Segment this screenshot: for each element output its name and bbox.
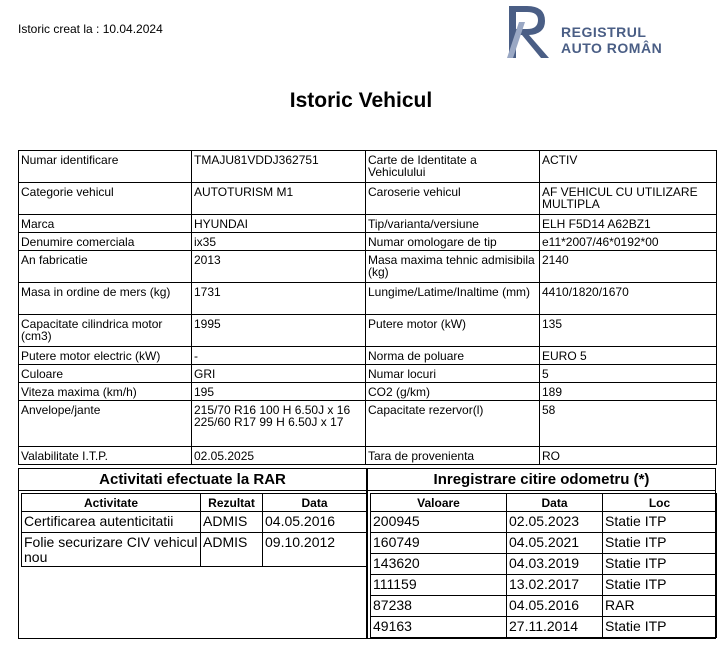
- field-value: 1995: [192, 315, 366, 347]
- odometer-location-cell: Statie ITP: [603, 554, 717, 575]
- odometer-value-cell: 87238: [371, 596, 507, 617]
- field-value: e11*2007/46*0192*00: [540, 233, 717, 251]
- activity-cell: Certificarea autenticitatii: [22, 512, 201, 533]
- vehicle-info-row: [19, 383, 717, 401]
- logo-line1: REGISTRUL: [561, 24, 647, 40]
- field-value: 5: [540, 365, 717, 383]
- field-value: 1731: [192, 283, 366, 315]
- date-cell: 09.10.2012: [263, 533, 367, 567]
- field-label: Putere motor (kW): [366, 315, 540, 347]
- field-value: EURO 5: [540, 347, 717, 365]
- odometer-date-cell: 04.05.2021: [507, 533, 603, 554]
- vehicle-info-row: [19, 447, 717, 465]
- odometer-table: [370, 493, 717, 638]
- field-label: Marca: [19, 215, 192, 233]
- vehicle-info-row: [19, 315, 717, 347]
- odometer-date-cell: 27.11.2014: [507, 617, 603, 638]
- rar-header-result: Rezultat: [201, 494, 263, 512]
- field-value: 2013: [192, 251, 366, 283]
- odometer-value-cell: 49163: [371, 617, 507, 638]
- field-value: 4410/1820/1670: [540, 283, 717, 315]
- field-label: CO2 (g/km): [366, 383, 540, 401]
- odometer-location-cell: Statie ITP: [603, 533, 717, 554]
- field-label: Putere motor electric (kW): [19, 347, 192, 365]
- vehicle-info-row: [19, 215, 717, 233]
- field-label: Carte de Identitate a Vehiculului: [366, 151, 540, 183]
- odometer-location-cell: Statie ITP: [603, 575, 717, 596]
- odometer-date-cell: 04.05.2016: [507, 596, 603, 617]
- field-label: Culoare: [19, 365, 192, 383]
- vehicle-info-row: [19, 401, 717, 447]
- field-label: Masa in ordine de mers (kg): [19, 283, 192, 315]
- field-value: GRI: [192, 365, 366, 383]
- result-cell: ADMIS: [201, 533, 263, 567]
- odometer-row: [371, 533, 717, 554]
- rar-activities-table: [21, 493, 367, 567]
- odometer-header-location: Loc: [603, 494, 717, 512]
- field-label: Valabilitate I.T.P.: [19, 447, 192, 465]
- field-label: Viteza maxima (km/h): [19, 383, 192, 401]
- odometer-header-date: Data: [507, 494, 603, 512]
- vehicle-info-row: [19, 347, 717, 365]
- field-label: Anvelope/jante: [19, 401, 192, 447]
- field-label: Denumire comerciala: [19, 233, 192, 251]
- rar-header-date: Data: [263, 494, 367, 512]
- page-title: Istoric Vehicul: [289, 89, 433, 112]
- odometer-date-cell: 04.03.2019: [507, 554, 603, 575]
- field-value: ix35: [192, 233, 366, 251]
- odometer-value-cell: 143620: [371, 554, 507, 575]
- field-label: Tara de provenienta: [366, 447, 540, 465]
- result-cell: ADMIS: [201, 512, 263, 533]
- odometer-panel: [367, 468, 716, 639]
- field-value: AF VEHICUL CU UTILIZARE MULTIPLA: [540, 183, 717, 215]
- field-value: 195: [192, 383, 366, 401]
- field-value: AUTOTURISM M1: [192, 183, 366, 215]
- field-value: 189: [540, 383, 717, 401]
- field-value: 215/70 R16 100 H 6.50J x 16 225/60 R17 99 H 6.50J x 17: [192, 401, 366, 447]
- field-label: Tip/varianta/versiune: [366, 215, 540, 233]
- field-label: An fabricatie: [19, 251, 192, 283]
- field-label: Capacitate rezervor(l): [366, 401, 540, 447]
- field-value: HYUNDAI: [192, 215, 366, 233]
- logo-line2: AUTO ROMÂN: [561, 40, 663, 56]
- odometer-date-cell: 02.05.2023: [507, 512, 603, 533]
- date-cell: 04.05.2016: [263, 512, 367, 533]
- field-value: 135: [540, 315, 717, 347]
- field-value: ELH F5D14 A62BZ1: [540, 215, 717, 233]
- rar-activity-row: [22, 533, 367, 567]
- rar-activity-row: [22, 512, 367, 533]
- odometer-row: [371, 596, 717, 617]
- activity-cell: Folie securizare CIV vehicul nou: [22, 533, 201, 567]
- odometer-title: Inregistrare citire odometru (*): [368, 469, 715, 491]
- odometer-value-cell: 111159: [371, 575, 507, 596]
- odometer-location-cell: Statie ITP: [603, 617, 717, 638]
- field-value: 2140: [540, 251, 717, 283]
- odometer-value-cell: 160749: [371, 533, 507, 554]
- odometer-row: [371, 554, 717, 575]
- vehicle-info-row: [19, 151, 717, 183]
- vehicle-info-row: [19, 365, 717, 383]
- field-label: Numar identificare: [19, 151, 192, 183]
- odometer-row: [371, 575, 717, 596]
- rar-activities-panel: [18, 468, 367, 639]
- odometer-date-cell: 13.02.2017: [507, 575, 603, 596]
- field-label: Norma de poluare: [366, 347, 540, 365]
- odometer-header-value: Valoare: [371, 494, 507, 512]
- odometer-location-cell: Statie ITP: [603, 512, 717, 533]
- odometer-row: [371, 512, 717, 533]
- history-created-date: Istoric creat la : 10.04.2024: [18, 22, 163, 36]
- vehicle-info-row: [19, 251, 717, 283]
- field-label: Capacitate cilindrica motor (cm3): [19, 315, 192, 347]
- field-value: 58: [540, 401, 717, 447]
- field-label: Masa maxima tehnic admisibila (kg): [366, 251, 540, 283]
- field-value: 02.05.2025: [192, 447, 366, 465]
- field-value: RO: [540, 447, 717, 465]
- rar-logo-icon: [505, 2, 559, 60]
- vehicle-info-row: [19, 283, 717, 315]
- rar-activities-title: Activitati efectuate la RAR: [19, 469, 366, 491]
- vehicle-info-row: [19, 233, 717, 251]
- field-label: Categorie vehicul: [19, 183, 192, 215]
- vehicle-info-table: [18, 150, 717, 465]
- field-value: TMAJU81VDDJ362751: [192, 151, 366, 183]
- odometer-value-cell: 200945: [371, 512, 507, 533]
- rar-logo: [505, 2, 715, 60]
- field-value: ACTIV: [540, 151, 717, 183]
- field-label: Numar omologare de tip: [366, 233, 540, 251]
- odometer-row: [371, 617, 717, 638]
- field-label: Caroserie vehicul: [366, 183, 540, 215]
- field-value: -: [192, 347, 366, 365]
- odometer-location-cell: RAR: [603, 596, 717, 617]
- field-label: Lungime/Latime/Inaltime (mm): [366, 283, 540, 315]
- vehicle-info-row: [19, 183, 717, 215]
- field-label: Numar locuri: [366, 365, 540, 383]
- rar-header-activity: Activitate: [22, 494, 201, 512]
